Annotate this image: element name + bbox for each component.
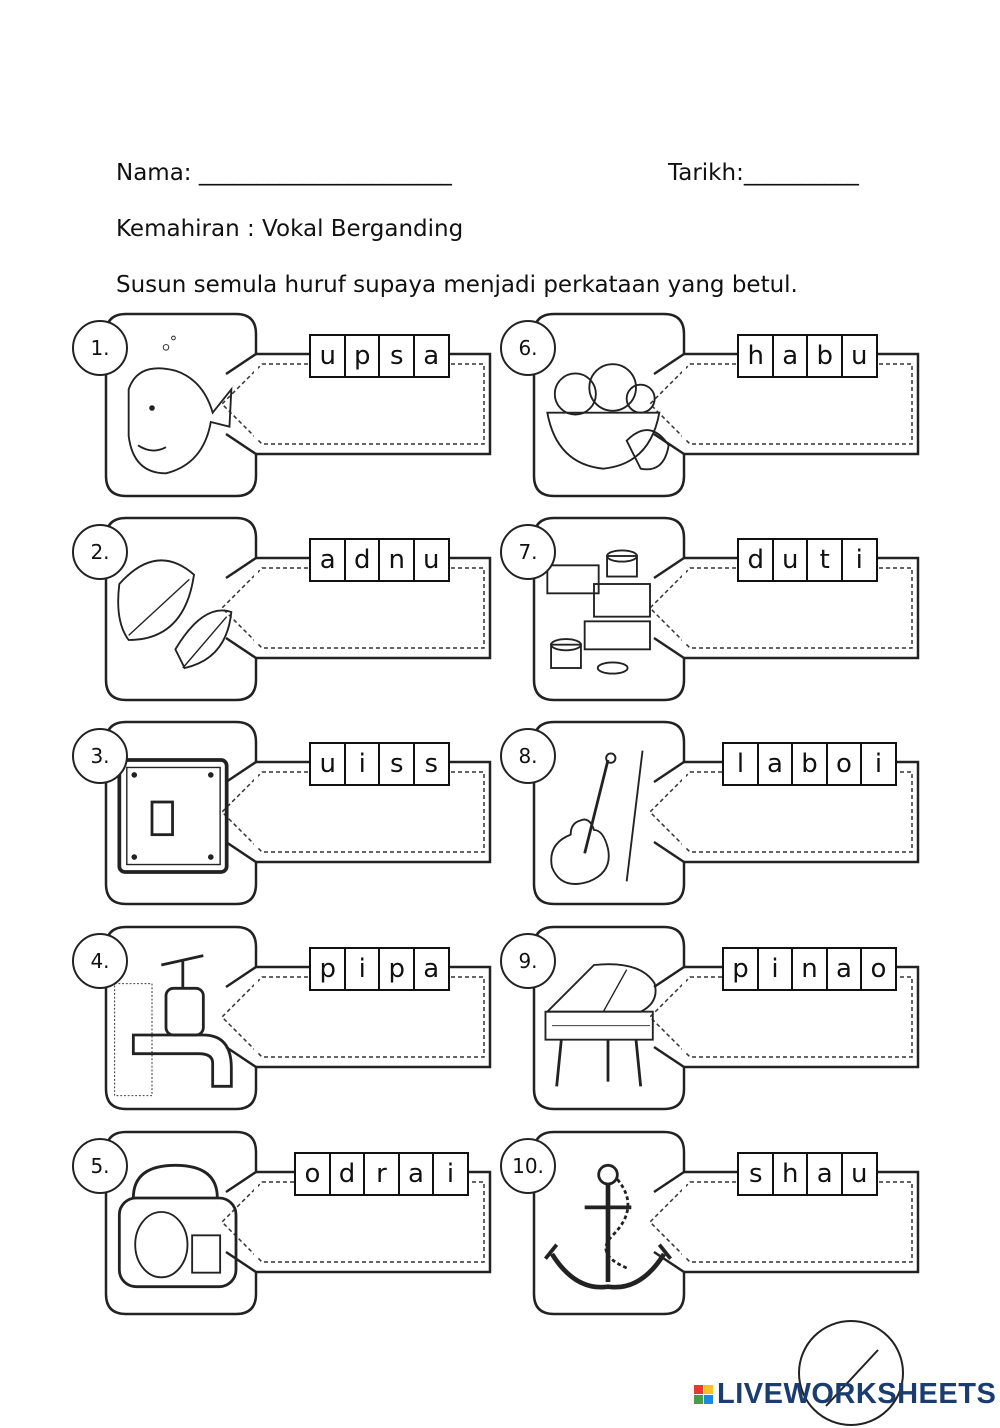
letter-tile: a xyxy=(309,538,346,582)
letter-tile: i xyxy=(432,1152,469,1196)
question-number: 1. xyxy=(72,320,128,376)
answer-input[interactable] xyxy=(682,566,956,658)
letter-tile: u xyxy=(841,334,878,378)
violin-icon xyxy=(538,736,678,896)
letter-tile: s xyxy=(413,742,450,786)
answer-input[interactable] xyxy=(682,362,956,454)
switch-icon xyxy=(110,736,250,896)
question-number: 10. xyxy=(500,1138,556,1194)
question-card xyxy=(512,1130,952,1316)
question-number: 7. xyxy=(500,524,556,580)
question-number: 9. xyxy=(500,933,556,989)
letter-tile: t xyxy=(806,538,843,582)
letter-tile: l xyxy=(722,742,759,786)
letter-tile: i xyxy=(344,947,381,991)
letter-tile: i xyxy=(757,947,794,991)
question-card xyxy=(518,312,952,498)
answer-input[interactable] xyxy=(254,975,528,1067)
letter-tile: a xyxy=(826,947,863,991)
whale-icon xyxy=(110,328,250,488)
letter-tile: a xyxy=(413,947,450,991)
letter-tile: i xyxy=(344,742,381,786)
answer-input[interactable] xyxy=(254,362,528,454)
letter-tile: s xyxy=(737,1152,774,1196)
anchor-icon xyxy=(538,1146,678,1306)
letter-tile: b xyxy=(791,742,828,786)
question-number: 2. xyxy=(72,524,128,580)
letter-tile: h xyxy=(737,334,774,378)
letter-tile: o xyxy=(826,742,863,786)
skill-label: Kemahiran : Vokal Berganding xyxy=(116,216,464,242)
letter-tile: u xyxy=(413,538,450,582)
letter-tile: p xyxy=(344,334,381,378)
tap-icon xyxy=(110,941,250,1101)
teacher-stamp-circle xyxy=(796,1318,906,1428)
letter-tile: n xyxy=(791,947,828,991)
money-icon xyxy=(538,532,678,692)
question-number: 3. xyxy=(72,728,128,784)
letter-tile: u xyxy=(309,334,346,378)
piano-icon xyxy=(538,941,678,1101)
letter-tile: i xyxy=(860,742,897,786)
letter-tile: a xyxy=(757,742,794,786)
date-label: Tarikh:__________ xyxy=(668,160,859,186)
letter-tile: p xyxy=(722,947,759,991)
question-card xyxy=(90,516,524,702)
radio-icon xyxy=(110,1146,250,1306)
logo-icon xyxy=(694,1385,713,1404)
instruction-text: Susun semula huruf supaya menjadi perkataan yang betul. xyxy=(116,272,798,298)
letter-tile: p xyxy=(309,947,346,991)
question-card xyxy=(518,925,952,1111)
leaves-icon xyxy=(110,532,250,692)
question-card xyxy=(90,312,524,498)
letter-tile: b xyxy=(806,334,843,378)
letter-tile: u xyxy=(841,1152,878,1196)
letter-tile: d xyxy=(329,1152,366,1196)
fruit-bowl-icon xyxy=(538,328,678,488)
liveworksheets-logo xyxy=(694,1378,996,1411)
letter-tile: o xyxy=(294,1152,331,1196)
letter-tile: h xyxy=(772,1152,809,1196)
letter-tile: a xyxy=(398,1152,435,1196)
logo-text: LIVEWORKSHEETS xyxy=(717,1378,997,1410)
answer-input[interactable] xyxy=(682,975,956,1067)
answer-input[interactable] xyxy=(254,770,528,862)
name-label: Nama: ______________________ xyxy=(116,160,452,186)
question-card xyxy=(90,925,524,1111)
letter-tile: s xyxy=(378,334,415,378)
question-number: 4. xyxy=(72,933,128,989)
question-card xyxy=(518,516,952,702)
letter-tile: a xyxy=(413,334,450,378)
answer-input[interactable] xyxy=(254,566,528,658)
letter-tile: r xyxy=(363,1152,400,1196)
answer-input[interactable] xyxy=(682,1180,956,1272)
question-card xyxy=(90,1130,524,1316)
question-card xyxy=(90,720,524,906)
letter-tile: u xyxy=(772,538,809,582)
letter-tile: i xyxy=(841,538,878,582)
question-number: 6. xyxy=(500,320,556,376)
question-number: 8. xyxy=(500,728,556,784)
letter-tile: d xyxy=(737,538,774,582)
letter-tile: a xyxy=(806,1152,843,1196)
letter-tile: s xyxy=(378,742,415,786)
question-number: 5. xyxy=(72,1138,128,1194)
letter-tile: d xyxy=(344,538,381,582)
letter-tile: a xyxy=(772,334,809,378)
letter-tile: u xyxy=(309,742,346,786)
question-card xyxy=(518,720,952,906)
letter-tile: p xyxy=(378,947,415,991)
answer-input[interactable] xyxy=(682,770,956,862)
answer-input[interactable] xyxy=(254,1180,528,1272)
letter-tile: n xyxy=(378,538,415,582)
letter-tile: o xyxy=(860,947,897,991)
